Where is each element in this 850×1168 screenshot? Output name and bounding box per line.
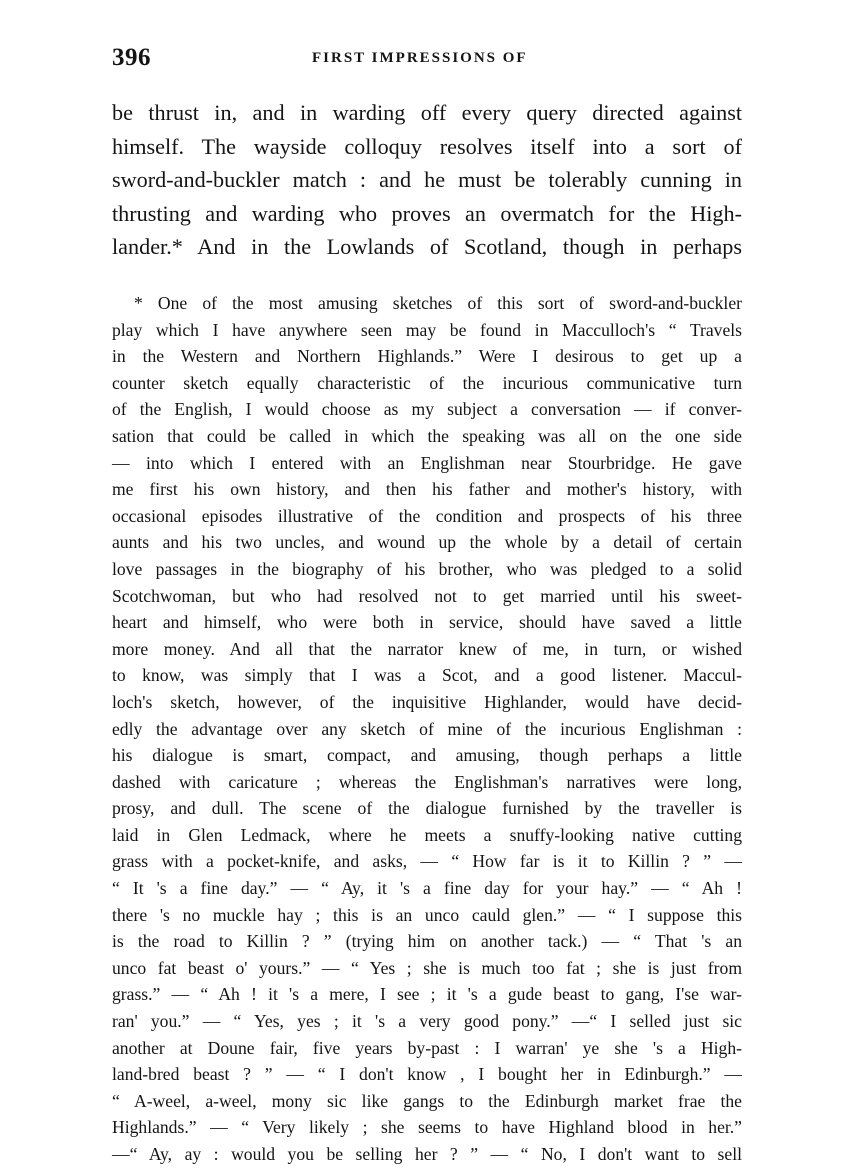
footnote-line: is the road to Killin ? ” (trying him on another tack.) — “ That 's an <box>112 931 742 952</box>
footnote-line: loch's sketch, however, of the inquisitive Highlander, would have decid- <box>112 691 742 712</box>
footnote-line: edly the advantage over any sketch of mine of the incurious Englishman : <box>112 718 742 739</box>
footnote-line: to know, was simply that I was a Scot, and a good listener. Maccul- <box>112 665 742 686</box>
body-line: be thrust in, and in warding off every query directed against <box>112 100 742 125</box>
footnote-line: — into which I entered with an Englishman near Stourbridge. He gave <box>112 452 742 473</box>
footnote-line: ran' you.” — “ Yes, yes ; it 's a very good pony.” —“ I selled just sic <box>112 1011 742 1032</box>
footnote-line: Scotchwoman, but who had resolved not to get married until his sweet- <box>112 585 742 606</box>
page-header <box>112 44 744 78</box>
footnote-line: in the Western and Northern Highlands.” Were I desirous to get up a <box>112 346 742 367</box>
footnote-line: play which I have anywhere seen may be found in Macculloch's “ Travels <box>112 319 742 340</box>
footnote-line: dashed with caricature ; whereas the Englishman's narratives were long, <box>112 771 742 792</box>
footnote-line: me first his own history, and then his father and mother's history, with <box>112 479 742 500</box>
footnote-line: sation that could be called in which the speaking was all on the one side <box>112 425 742 446</box>
footnote-line: unco fat beast o' yours.” — “ Yes ; she is much too fat ; she is just from <box>112 957 742 978</box>
footnote-line: grass with a pocket-knife, and asks, — “ How far is it to Killin ? ” — <box>112 851 742 872</box>
footnote-line: —“ Ay, ay : would you be selling her ? ” — “ No, I don't want to sell <box>112 1144 742 1164</box>
body-paragraph <box>112 96 742 264</box>
footnote-line: love passages in the biography of his brother, who was pledged to a solid <box>112 558 742 579</box>
body-line: lander.* And in the Lowlands of Scotland, though in perhaps <box>112 234 742 259</box>
footnote-line: * One of the most amusing sketches of this sort of sword-and-buckler <box>134 293 742 313</box>
footnote-line: “ It 's a fine day.” — “ Ay, it 's a fine day for your hay.” — “ Ah ! <box>112 878 742 899</box>
footnote-line: prosy, and dull. The scene of the dialogue furnished by the traveller is <box>112 798 742 819</box>
footnote-line: of the English, I would choose as my subject a conversation — if conver- <box>112 399 742 420</box>
running-head: FIRST IMPRESSIONS OF <box>312 50 528 66</box>
body-line: sword-and-buckler match : and he must be tolerably cunning in <box>112 167 742 192</box>
footnote-line: land-bred beast ? ” — “ I don't know , I bought her in Edinburgh.” — <box>112 1064 742 1085</box>
footnote-line: laid in Glen Ledmack, where he meets a snuffy-looking native cutting <box>112 824 742 845</box>
footnote-line: “ A-weel, a-weel, mony sic like gangs to the Edinburgh market frae the <box>112 1090 742 1111</box>
footnote-line: counter sketch equally characteristic of the incurious communicative turn <box>112 372 742 393</box>
page-number: 396 <box>112 44 151 71</box>
body-line: himself. The wayside colloquy resolves itself into a sort of <box>112 133 742 159</box>
footnote-line: there 's no muckle hay ; this is an unco cauld glen.” — “ I suppose this <box>112 904 742 925</box>
footnote-line: Highlands.” — “ Very likely ; she seems to have Highland blood in her.” <box>112 1117 742 1138</box>
footnote-line: occasional episodes illustrative of the condition and prospects of his three <box>112 505 742 526</box>
footnote-line: grass.” — “ Ah ! it 's a mere, I see ; it 's a gude beast to gang, I'se war- <box>112 984 742 1005</box>
footnote <box>112 290 742 1168</box>
footnote-line: aunts and his two uncles, and wound up the whole by a detail of certain <box>112 532 742 553</box>
footnote-line: another at Doune fair, five years by-past : I warran' ye she 's a High- <box>112 1037 742 1058</box>
footnote-line: his dialogue is smart, compact, and amusing, though perhaps a little <box>112 745 742 766</box>
footnote-line: more money. And all that the narrator knew of me, in turn, or wished <box>112 638 742 659</box>
body-line: thrusting and warding who proves an overmatch for the High- <box>112 200 742 226</box>
footnote-line: heart and himself, who were both in service, should have saved a little <box>112 612 742 633</box>
